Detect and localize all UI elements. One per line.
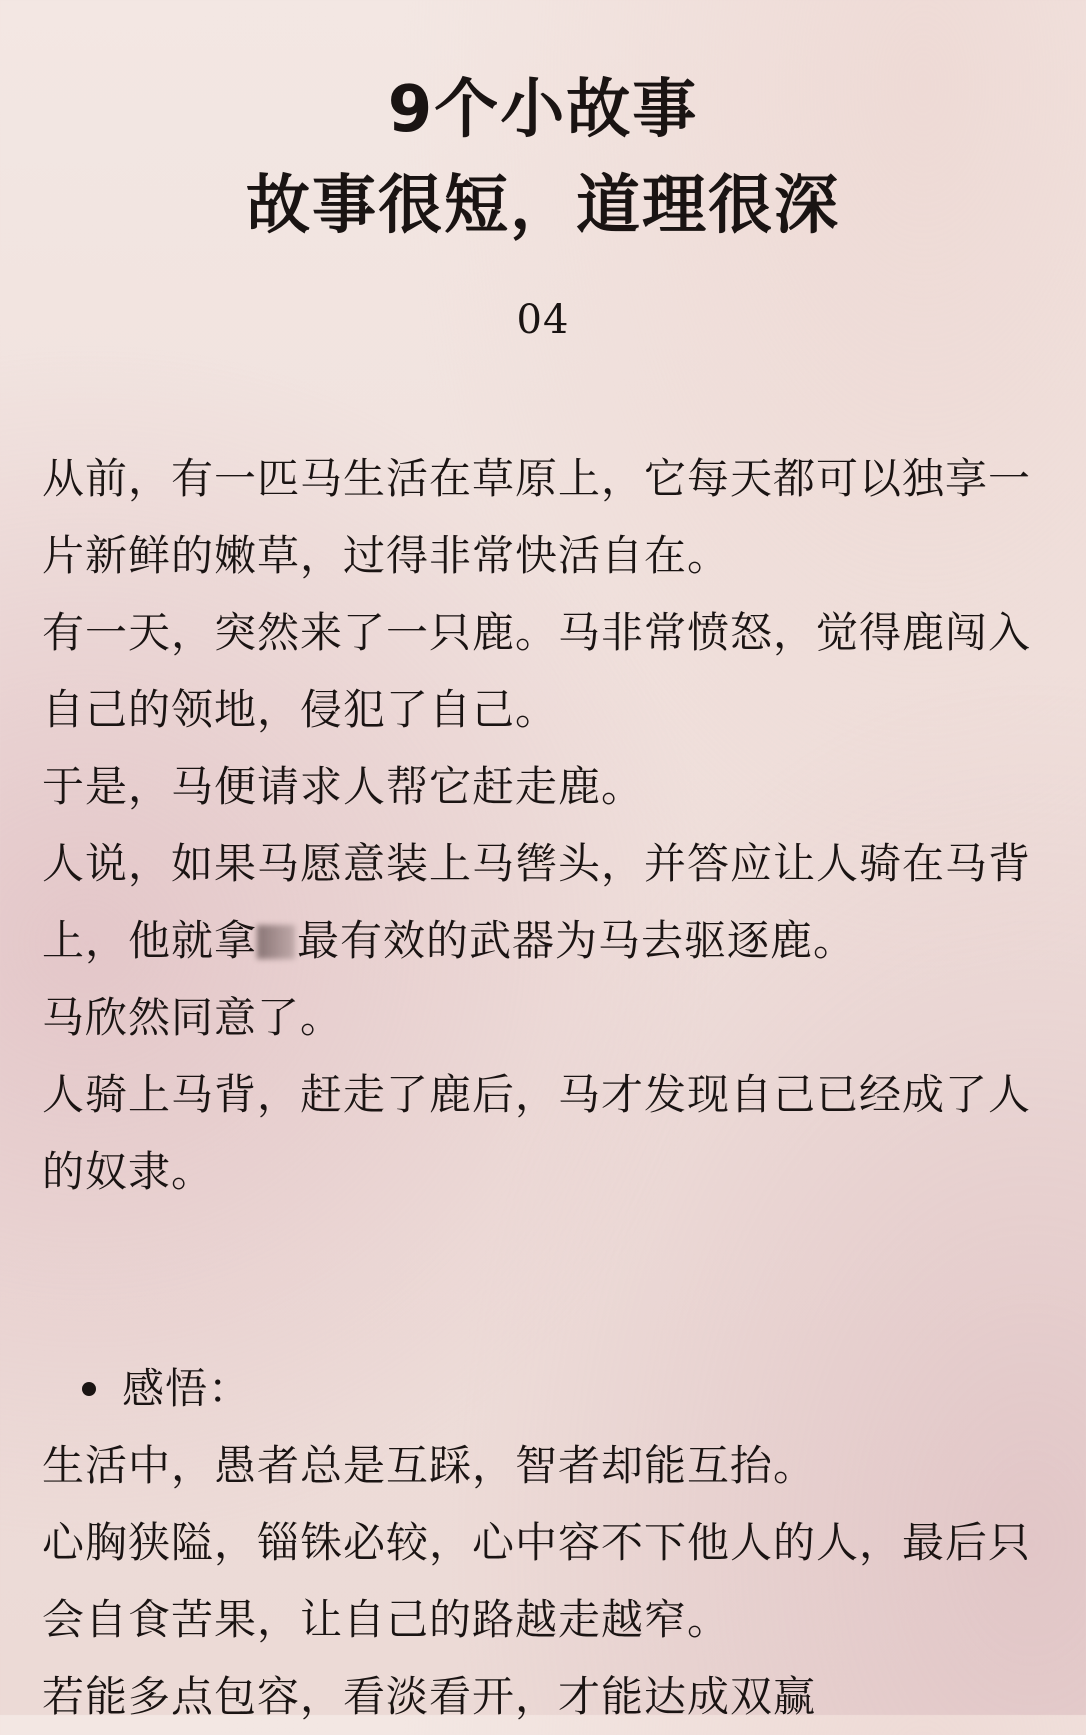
story-paragraph-4-start: 人说，如果马愿意装上马辔头，并答应让人骑在马背上，他就拿 bbox=[42, 839, 1032, 965]
story-paragraph-4-end: 最有效的武器为马去驱逐鹿。 bbox=[297, 916, 857, 965]
reflection-paragraph-3: 若能多点包容，看淡看开，才能达成双赢 bbox=[42, 1672, 817, 1721]
title-line-1: 9个小故事 bbox=[387, 73, 699, 147]
bullet-dot-icon bbox=[82, 1382, 96, 1396]
story-paragraph-3: 于是，马便请求人帮它赶走鹿。 bbox=[42, 762, 645, 811]
story-paragraph-4 bbox=[42, 825, 1052, 979]
story-body bbox=[42, 440, 1052, 1735]
title-line-2: 故事很短，道理很深 bbox=[246, 169, 840, 243]
story-paragraph-2: 有一天，突然来了一只鹿。马非常愤怒，觉得鹿闯入自己的领地，侵犯了自己。 bbox=[42, 608, 1032, 734]
story-paragraph-6: 人骑上马背，赶走了鹿后，马才发现自己已经成了人的奴隶。 bbox=[42, 1070, 1032, 1196]
reflection-heading-row bbox=[42, 1350, 1052, 1427]
reflection-paragraph-1: 生活中，愚者总是互踩，智者却能互抬。 bbox=[42, 1441, 817, 1490]
reflection-heading: 感悟： bbox=[122, 1364, 252, 1413]
blurred-text-mark bbox=[257, 925, 295, 959]
reflection-paragraph-2: 心胸狭隘，锱铢必较，心中容不下他人的人，最后只会自食苦果，让自己的路越走越窄。 bbox=[42, 1518, 1032, 1644]
section-spacer bbox=[42, 1210, 1052, 1350]
story-number: 04 bbox=[516, 297, 570, 343]
story-paragraph-5: 马欣然同意了。 bbox=[42, 993, 344, 1042]
story-paragraph-1: 从前，有一匹马生活在草原上，它每天都可以独享一片新鲜的嫩草，过得非常快活自在。 bbox=[42, 454, 1032, 580]
